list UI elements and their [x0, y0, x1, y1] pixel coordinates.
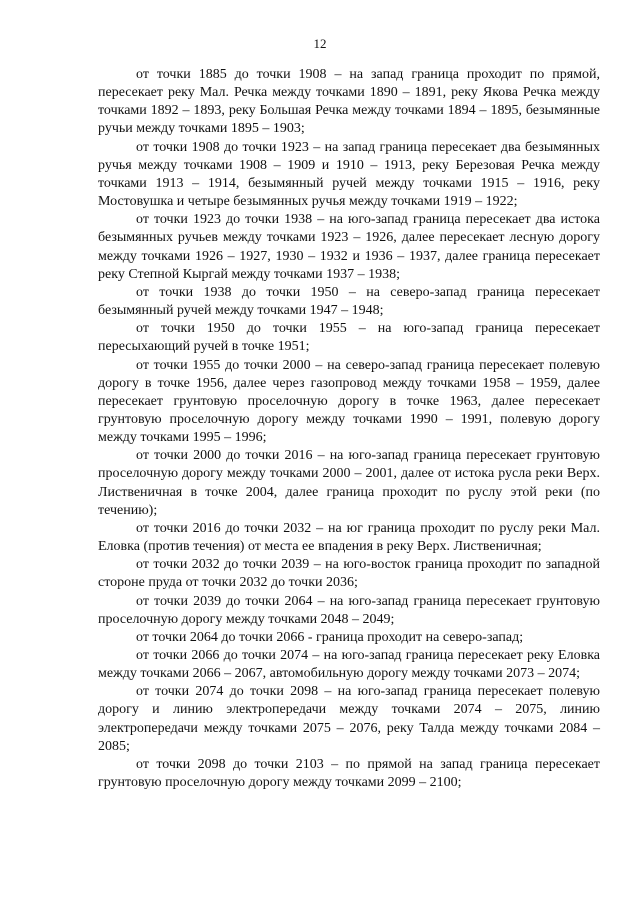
- paragraph: от точки 2000 до точки 2016 – на юго-запад граница пересекает грунтовую проселочную дорогу между точками 2000 – 2001, далее от истока русла реки Верх. Лиственичная в точке 2004, далее граница проходит по руслу этой реки (по течению);: [98, 448, 600, 518]
- paragraph: от точки 1955 до точки 2000 – на северо-запад граница пересекает полевую дорогу в точке 1956, далее через газопровод между точками 1958 – 1959, далее пересекает грунтовую проселочную дорогу в точке 1963, далее пересекает грунтовую проселочную дорогу между точками 1990 – 1991, полевую дорогу между точками 1995 – 1996;: [98, 357, 600, 446]
- paragraph: от точки 2074 до точки 2098 – на юго-запад граница пересекает полевую дорогу и линию электропередачи между точками 2074 – 2075, линию электропередачи между точками 2075 – 2076, реку Талда между точками 2084 – 2085;: [98, 684, 600, 754]
- paragraph: от точки 2032 до точки 2039 – на юго-восток граница проходит по западной стороне пруда от точки 2032 до точки 2036;: [98, 557, 600, 591]
- paragraph: от точки 1885 до точки 1908 – на запад граница проходит по прямой, пересекает реку Мал. Речка между точками 1890 – 1891, реку Якова Речка между точками 1892 – 1893, реку Большая Речка между точками 1894 – 1895, безымянные ручьи между точками 1895 – 1903;: [98, 67, 600, 137]
- paragraph: от точки 2064 до точки 2066 - граница проходит на северо-запад;: [136, 629, 524, 645]
- paragraph: от точки 1938 до точки 1950 – на северо-запад граница пересекает безымянный ручей между точками 1947 – 1948;: [98, 284, 600, 319]
- document-body: [98, 66, 600, 792]
- paragraph: от точки 2016 до точки 2032 – на юг граница проходит по руслу реки Мал. Еловка (против течения) от места ее впадения в реку Верх. Лиственичная;: [98, 520, 600, 555]
- paragraph: от точки 2066 до точки 2074 – на юго-запад граница пересекает реку Еловка между точками 2066 – 2067, автомобильную дорогу между точками 2073 – 2074;: [98, 648, 600, 682]
- paragraph: от точки 1923 до точки 1938 – на юго-запад граница пересекает два истока безымянных ручьев между точками 1923 – 1926, далее пересекает лесную дорогу между точками 1926 – 1927, 1930 – 1932 и 1936 – 1937, далее граница пересекает реку Степной Кыргай между точками 1937 – 1938;: [98, 212, 600, 282]
- paragraph: от точки 1908 до точки 1923 – на запад граница пересекает два безымянных ручья между точками 1908 – 1909 и 1910 – 1913, реку Березовая Речка между точками 1913 – 1914, безымянный ручей между точками 1915 – 1916, реку Мостовушка и четыре безымянных ручья между точками 1919 – 1922;: [98, 139, 600, 210]
- paragraph: от точки 2098 до точки 2103 – по прямой на запад граница пересекает грунтовую проселочную дорогу между точками 2099 – 2100;: [98, 756, 600, 791]
- page-number: 12: [313, 36, 327, 51]
- paragraph: от точки 1950 до точки 1955 – на юго-запад граница пересекает пересыхающий ручей в точке 1951;: [98, 321, 600, 355]
- paragraph: от точки 2039 до точки 2064 – на юго-запад граница пересекает грунтовую проселочную дорогу между точками 2048 – 2049;: [98, 593, 600, 627]
